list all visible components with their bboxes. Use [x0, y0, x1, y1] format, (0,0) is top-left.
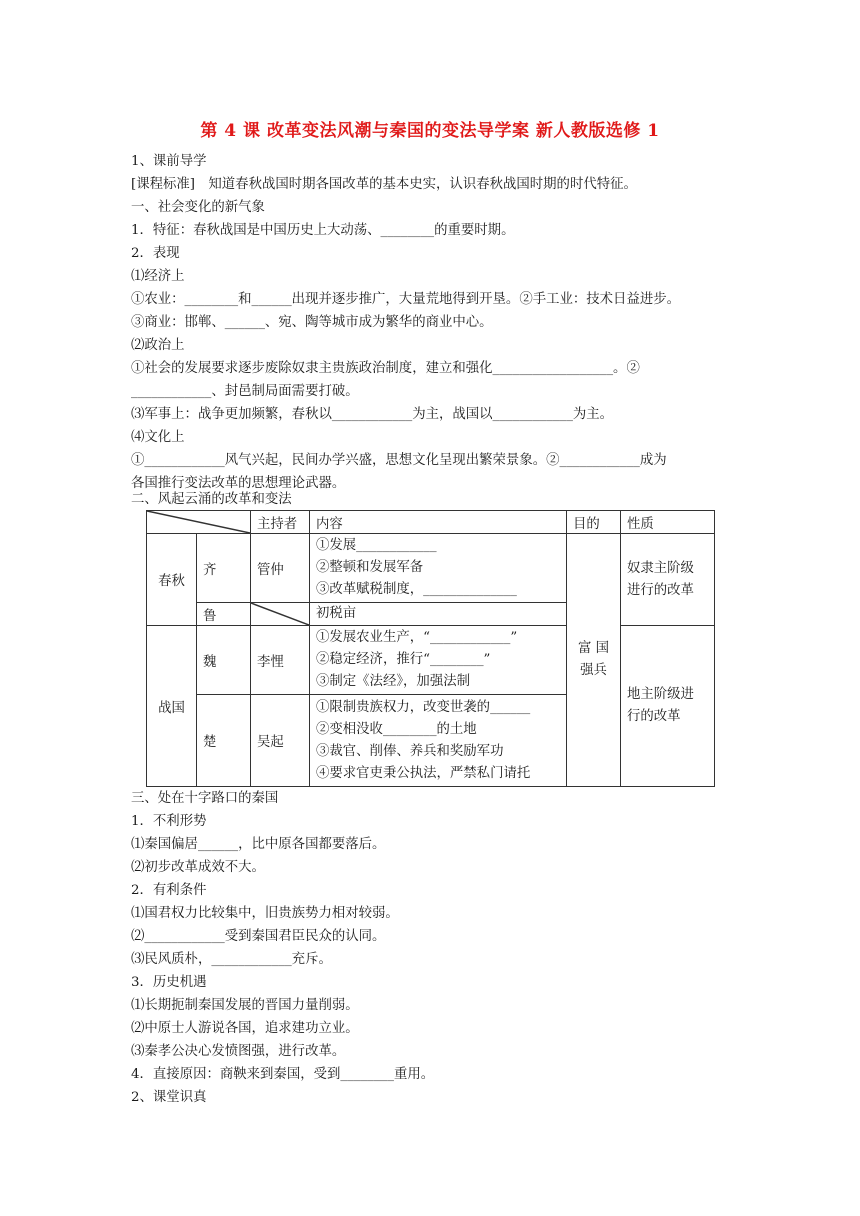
period-cell: 战国	[147, 626, 197, 787]
section-heading: 三、处在十字路口的秦国	[131, 791, 279, 806]
diagonal-leader-cell	[251, 603, 310, 626]
nature-line: 进行的改革	[627, 582, 694, 598]
content-item: 初税亩	[316, 606, 357, 621]
text-line: ⑴经济上	[131, 269, 185, 284]
nature-cell	[621, 626, 715, 787]
text-line: ⑶民风质朴，____________充斥。	[131, 952, 332, 967]
reform-table	[146, 510, 715, 534]
period-cell: 春秋	[147, 534, 197, 626]
header-purpose: 目的	[567, 511, 621, 534]
text-line: ____________、封邑制局面需要打破。	[131, 384, 359, 399]
reform-table-body	[146, 533, 715, 787]
content-cell	[310, 534, 567, 603]
table-row	[147, 534, 715, 603]
text-line: ⑴秦国偏居______，比中原各国都要落后。	[131, 837, 386, 852]
leader-cell: 李悝	[251, 626, 310, 695]
content-item: ②稳定经济，推行“________”	[316, 652, 491, 667]
text-line: ①____________风气兴起，民间办学兴盛，思想文化呈现出繁荣景象。②____________成为	[131, 453, 667, 468]
content-cell	[310, 695, 567, 787]
content-item: ③制定《法经》，加强法制	[316, 674, 470, 689]
nature-line: 行的改革	[627, 709, 681, 724]
text-line: ⑵____________受到秦国君臣民众的认同。	[131, 929, 386, 944]
country-cell: 齐	[197, 534, 251, 603]
diagonal-header-cell	[147, 511, 251, 534]
text-line: ⑵政治上	[131, 338, 185, 353]
text-line: 1．不利形势	[131, 814, 207, 829]
content-item: ①限制贵族权力，改变世袭的______	[316, 699, 531, 715]
text-line: 1．特征：春秋战国是中国历史上大动荡、________的重要时期。	[131, 223, 515, 238]
section-heading: 一、社会变化的新气象	[131, 200, 265, 215]
text-line: ⑵中原士人游说各国，追求建功立业。	[131, 1021, 359, 1036]
text-line: 4．直接原因：商鞅来到秦国，受到________重用。	[131, 1067, 435, 1082]
header-leader: 主持者	[251, 511, 310, 534]
text-line: 各国推行变法改革的思想理论武器。	[131, 476, 346, 491]
text-line: ⑶军事上：战争更加频繁，春秋以____________为主，战国以____________为主。	[131, 407, 614, 422]
content-item: ③裁官、削俸、养兵和奖励军功	[316, 743, 504, 759]
text-line: ⑵初步改革成效不大。	[131, 860, 265, 875]
country-cell: 魏	[197, 626, 251, 695]
leader-cell: 管仲	[251, 534, 310, 603]
text-line: ③商业：邯郸、______、宛、陶等城市成为繁华的商业中心。	[131, 315, 493, 330]
section-heading: 二、风起云涌的改革和变法	[131, 492, 292, 507]
leader-cell: 吴起	[251, 695, 310, 787]
purpose-cell	[567, 534, 621, 787]
country-cell: 鲁	[197, 603, 251, 626]
text-line: ⑴长期扼制秦国发展的晋国力量削弱。	[131, 998, 359, 1013]
content-item: ④要求官吏秉公执法，严禁私门请托	[316, 765, 531, 781]
nature-cell	[621, 534, 715, 626]
page-title: 第 4 课 改革变法风潮与秦国的变法导学案 新人教版选修 1	[200, 121, 660, 141]
purpose-line: 强兵	[580, 663, 607, 678]
text-line: ⑶秦孝公决心发愤图强，进行改革。	[131, 1044, 346, 1059]
content-item: ②整顿和发展军备	[316, 560, 424, 575]
text-line: 3．历史机遇	[131, 975, 207, 990]
table-row	[147, 626, 715, 695]
text-line: ①农业：________和______出现并逐步推广，大量荒地得到开垦。②手工业：技术日益进步。	[131, 292, 681, 307]
nature-line: 奴隶主阶级	[627, 560, 694, 576]
header-nature: 性质	[621, 511, 715, 534]
text-line: ⑷文化上	[131, 430, 185, 445]
content-item: ①发展____________	[316, 538, 437, 553]
content-cell	[310, 603, 567, 626]
content-item: ③改革赋税制度，______________	[316, 582, 517, 597]
content-item: ②变相没收________的土地	[316, 721, 477, 737]
content-cell	[310, 626, 567, 695]
text-line: ⑴国君权力比较集中，旧贵族势力相对较弱。	[131, 906, 399, 921]
section-heading: 1、课前导学	[131, 154, 207, 169]
section-heading: 2、课堂识真	[131, 1090, 207, 1105]
header-content: 内容	[310, 511, 567, 534]
text-line: ①社会的发展要求逐步废除奴隶主贵族政治制度，建立和强化__________________。②	[131, 361, 640, 376]
country-cell: 楚	[197, 695, 251, 787]
content-item: ①发展农业生产，“____________”	[316, 630, 518, 645]
curriculum-standard: [课程标准] 知道春秋战国时期各国改革的基本史实，认识春秋战国时期的时代特征。	[131, 177, 637, 192]
text-line: 2．表现	[131, 246, 180, 261]
nature-line: 地主阶级进	[627, 687, 694, 702]
purpose-line: 富 国	[577, 641, 610, 656]
text-line: 2．有利条件	[131, 883, 207, 898]
table-header-row	[147, 511, 715, 534]
